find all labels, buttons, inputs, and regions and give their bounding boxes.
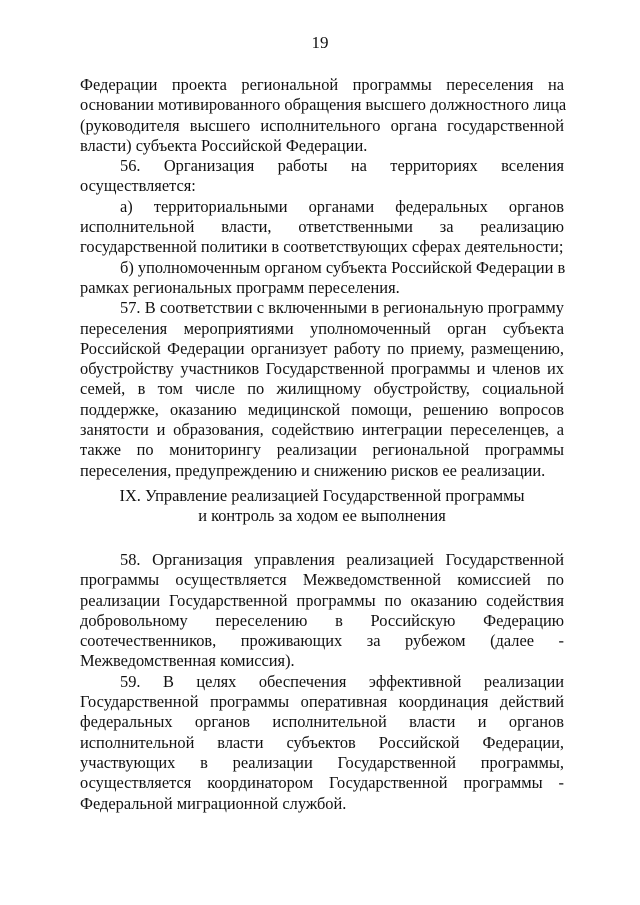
text-line: реализации Государственной программы по оказанию содействия [80, 590, 564, 610]
text-line: федеральных органов исполнительной власти и органов [80, 712, 564, 732]
section-heading-line: IX. Управление реализацией Государственной программы [119, 486, 525, 505]
text-line: обустройству участников Государственной программы и членов их [80, 359, 564, 379]
text-line: Федерации проекта региональной программы переселения на [80, 75, 564, 94]
text-block-paragraphs-58-59 [80, 550, 564, 814]
paragraph-58-first-line: 58. Организация управления реализацией Государственной [120, 550, 564, 569]
text-line: основании мотивированного обращения высшего должностного лица [80, 95, 567, 115]
text-line: поддержке, оказанию медицинской помощи, решению вопросов [80, 399, 564, 419]
text-line: добровольному переселению в Российскую Федерацию [80, 610, 564, 630]
text-line: (руководителя высшего исполнительного органа государственной [80, 115, 564, 135]
text-line: программы осуществляется Межведомственной комиссией по [80, 570, 564, 590]
paragraph-56-first-line: 56. Организация работы на территориях вселения [120, 156, 564, 176]
item-a-first-line: а) территориальными органами федеральных органов [120, 196, 564, 216]
text-line: переселения мероприятиями уполномоченный орган субъекта [80, 318, 564, 338]
text-line: осуществляется координатором Государственной программы - [80, 773, 564, 793]
text-line: Федеральной миграционной службой. [80, 793, 347, 813]
text-line: Российской Федерации организует работу по приему, размещению, [80, 338, 564, 358]
text-line: рамках региональных программ переселения. [80, 277, 400, 297]
text-line: участвующих в реализации Государственной программы, [80, 752, 564, 772]
text-line: Государственной программы оперативная координация действий [80, 692, 564, 712]
paragraph-57-first-line: 57. В соответствии с включенными в региональную программу [120, 298, 564, 318]
item-b-first-line: б) уполномоченным органом субъекта Российской Федерации в [120, 257, 566, 277]
text-line: исполнительной власти субъектов Российской Федерации, [80, 732, 564, 752]
text-line: государственной политики в соответствующих сферах деятельности; [80, 237, 564, 257]
section-heading [80, 486, 564, 527]
text-block-paragraphs-55-57 [80, 75, 567, 481]
paragraph-59-first-line: 59. В целях обеспечения эффективной реализации [120, 671, 564, 691]
text-line: также по мониторингу реализации региональной программы [80, 440, 564, 460]
text-line: власти) субъекта Российской Федерации. [80, 135, 368, 155]
text-line: семей, в том числе по жилищному обустройству, социальной [80, 379, 564, 399]
text-line: занятости и образования, содействию интеграции переселенцев, а [80, 420, 564, 440]
text-line: Межведомственная комиссия). [80, 651, 295, 671]
text-line: соотечественников, проживающих за рубежом (далее - [80, 631, 564, 651]
section-heading-line: и контроль за ходом ее выполнения [198, 506, 446, 526]
page-number: 19 [311, 33, 329, 52]
text-line: переселения, предупреждению и снижению рисков ее реализации. [80, 460, 546, 480]
text-line: осуществляется: [80, 176, 196, 196]
text-line: исполнительной власти, ответственными за реализацию [80, 217, 564, 237]
